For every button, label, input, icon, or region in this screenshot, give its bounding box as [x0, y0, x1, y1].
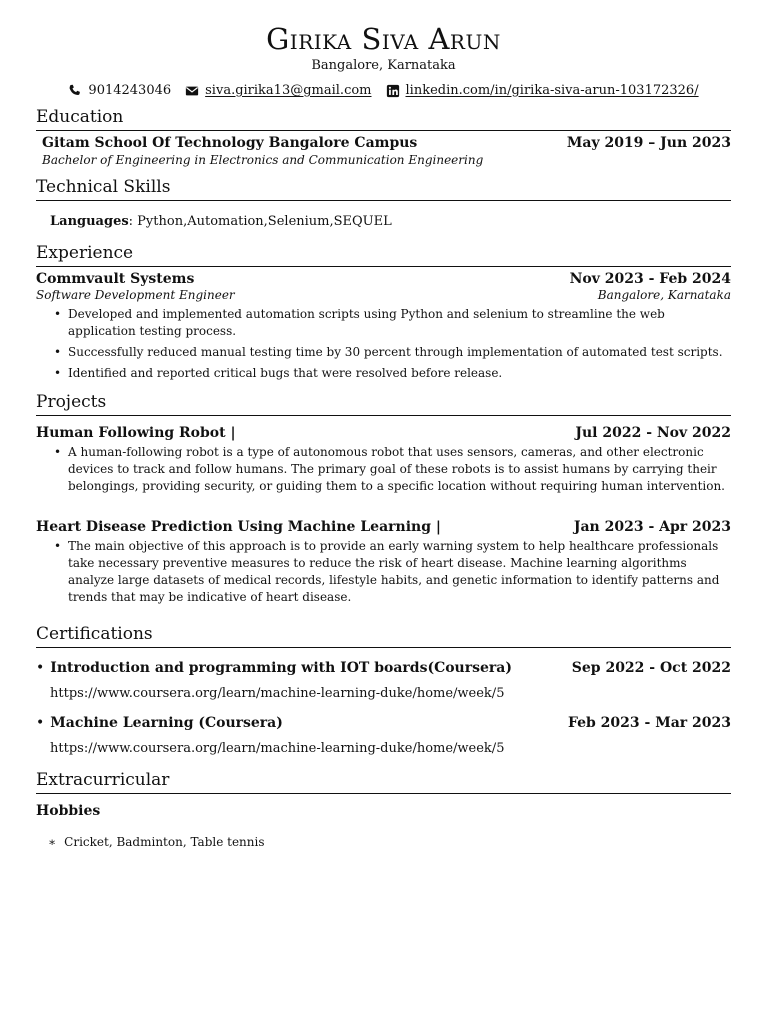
certification-url[interactable]: https://www.coursera.org/learn/machine-learning-duke/home/week/5: [50, 686, 505, 701]
hobbies-list: [36, 835, 731, 849]
degree-name: Bachelor of Engineering in Electronics and Communication Engineering: [42, 153, 484, 167]
envelope-icon: [185, 84, 199, 98]
extracurricular-heading: Extracurricular: [36, 770, 731, 794]
list-item: • A human-following robot is a type of autonomous robot that uses sensors, cameras, and other electronic devices to track and follow humans. The primary goal of these robots is to assist humans by carrying their belongings, providing security, or guiding them to a specific location without requiring human intervention.: [68, 444, 731, 495]
hobbies-heading: Hobbies: [36, 803, 101, 819]
resume-page: [36, 22, 731, 849]
skills-heading: Technical Skills: [36, 177, 731, 201]
phone-number: 9014243046: [88, 83, 172, 98]
education-section: [36, 107, 731, 167]
phone-contact[interactable]: [68, 82, 171, 99]
certification-name: Introduction and programming with IOT boards(Coursera): [50, 660, 512, 676]
candidate-name: Girika Siva Arun: [266, 22, 501, 56]
linkedin-link[interactable]: linkedin.com/in/girika-siva-arun-103172326/: [405, 83, 699, 98]
bullet-icon: •: [36, 715, 45, 731]
experience-bullets: [36, 306, 731, 382]
list-item: • Developed and implemented automation scripts using Python and selenium to streamline the web application testing process.: [68, 306, 731, 340]
certification-dates: Sep 2022 - Oct 2022: [571, 660, 731, 676]
job-role: Software Development Engineer: [36, 288, 235, 302]
certifications-section: [36, 624, 731, 756]
linkedin-icon: [386, 84, 400, 98]
certification-url[interactable]: https://www.coursera.org/learn/machine-learning-duke/home/week/5: [50, 741, 505, 756]
certification-name: Machine Learning (Coursera): [50, 715, 283, 731]
certification-dates: Feb 2023 - Mar 2023: [567, 715, 731, 731]
phone-icon: [68, 84, 82, 98]
email-contact[interactable]: [185, 82, 371, 99]
education-heading: Education: [36, 107, 731, 131]
project-bullets: [36, 538, 731, 606]
list-item: Cricket, Badminton, Table tennis: [64, 835, 265, 849]
list-item: • The main objective of this approach is to provide an early warning system to help healthcare professionals take necessary preventive measures to reduce the risk of heart disease. Machine learning algorithms analyze large datasets of medical records, lifestyle habits, and genetic information to identify patterns and trends that may be indicative of heart disease.: [68, 538, 731, 606]
project-name: Human Following Robot |: [36, 425, 236, 441]
candidate-location: Bangalore, Karnataka: [311, 58, 456, 73]
experience-heading: Experience: [36, 243, 731, 267]
certifications-heading: Certifications: [36, 624, 731, 648]
experience-section: [36, 243, 731, 382]
email-link[interactable]: siva.girika13@gmail.com: [205, 83, 372, 98]
asterisk-icon: ∗: [48, 835, 57, 849]
project-dates: Jan 2023 - Apr 2023: [573, 519, 731, 535]
list-item: • Successfully reduced manual testing time by 30 percent through implementation of automated test scripts.: [68, 344, 731, 361]
projects-heading: Projects: [36, 392, 731, 416]
education-dates: May 2019 – Jun 2023: [566, 135, 731, 151]
school-name: Gitam School Of Technology Bangalore Campus: [42, 135, 418, 151]
project-name: Heart Disease Prediction Using Machine Learning |: [36, 519, 441, 535]
list-item: • Identified and reported critical bugs that were resolved before release.: [68, 365, 731, 382]
skills-value: : Python,Automation,Selenium,SEQUEL: [128, 214, 392, 229]
experience-dates: Nov 2023 - Feb 2024: [569, 271, 731, 287]
bullet-icon: •: [36, 660, 45, 676]
linkedin-contact[interactable]: [386, 82, 699, 99]
skills-label: Languages: [50, 214, 129, 229]
extracurricular-section: [36, 770, 731, 849]
contact-row: [36, 82, 731, 99]
project-dates: Jul 2022 - Nov 2022: [575, 425, 731, 441]
projects-section: [36, 392, 731, 606]
company-name: Commvault Systems: [36, 271, 195, 287]
skills-section: [36, 177, 731, 229]
project-bullets: [36, 444, 731, 495]
job-location: Bangalore, Karnataka: [597, 288, 731, 302]
